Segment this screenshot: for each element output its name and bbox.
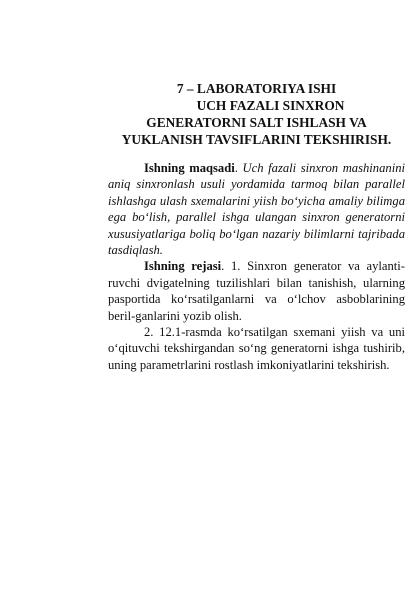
document-page: [108, 80, 405, 373]
plan-label: Ishning rejasi: [144, 259, 222, 274]
goal-separator: .: [234, 161, 243, 175]
title-line-2: [108, 97, 405, 114]
plan-item-2: 2. 12.1-rasmda ko‘rsatilgan sxemani yiish va uni o‘qituvchi tekshirgandan so‘ng generatorni ishga tushirib, uning parametrlarini rostlash imkoniyatlarini tekshirish.: [108, 325, 405, 372]
lab-title: [108, 80, 405, 148]
spacer: [108, 148, 405, 160]
plan-paragraph: [108, 258, 405, 324]
plan-separator: .: [221, 259, 231, 274]
title-line-1: 7 – LABORATORIYA ISHI: [176, 81, 337, 96]
title-line-2-text: UCH FAZALI SINXRON: [196, 98, 345, 113]
goal-text: Uch fazali sinxron mashinanini aniq sinxronlash usuli yordamida tarmoq bilan parallel ishlashga ulash sxemalarini yiish bo‘yicha amaliy bilimga ega bo‘lish, parallel ishga ulangan sinxron generatorni xususiyatlariga boliq bo‘lgan nazariy bilimlarni tajribada tasdiqlash.: [108, 161, 405, 258]
title-line-3: GENERATORNI SALT ISHLASH VA: [146, 115, 367, 130]
goal-label: Ishning maqsadi: [144, 161, 235, 175]
plan-item-1: 1. Sinxron generator va aylanti-ruvchi dvigatelning tuzilishlari bilan tanishish, ularning pasportida ko‘rsatilganlarni va o‘lchov asboblarining beril-ganlarini yozib olish.: [108, 259, 405, 323]
title-line-4: YUKLANISH TAVSIFLARINI TEKSHIRISH.: [121, 132, 392, 147]
goal-paragraph: [108, 160, 405, 258]
